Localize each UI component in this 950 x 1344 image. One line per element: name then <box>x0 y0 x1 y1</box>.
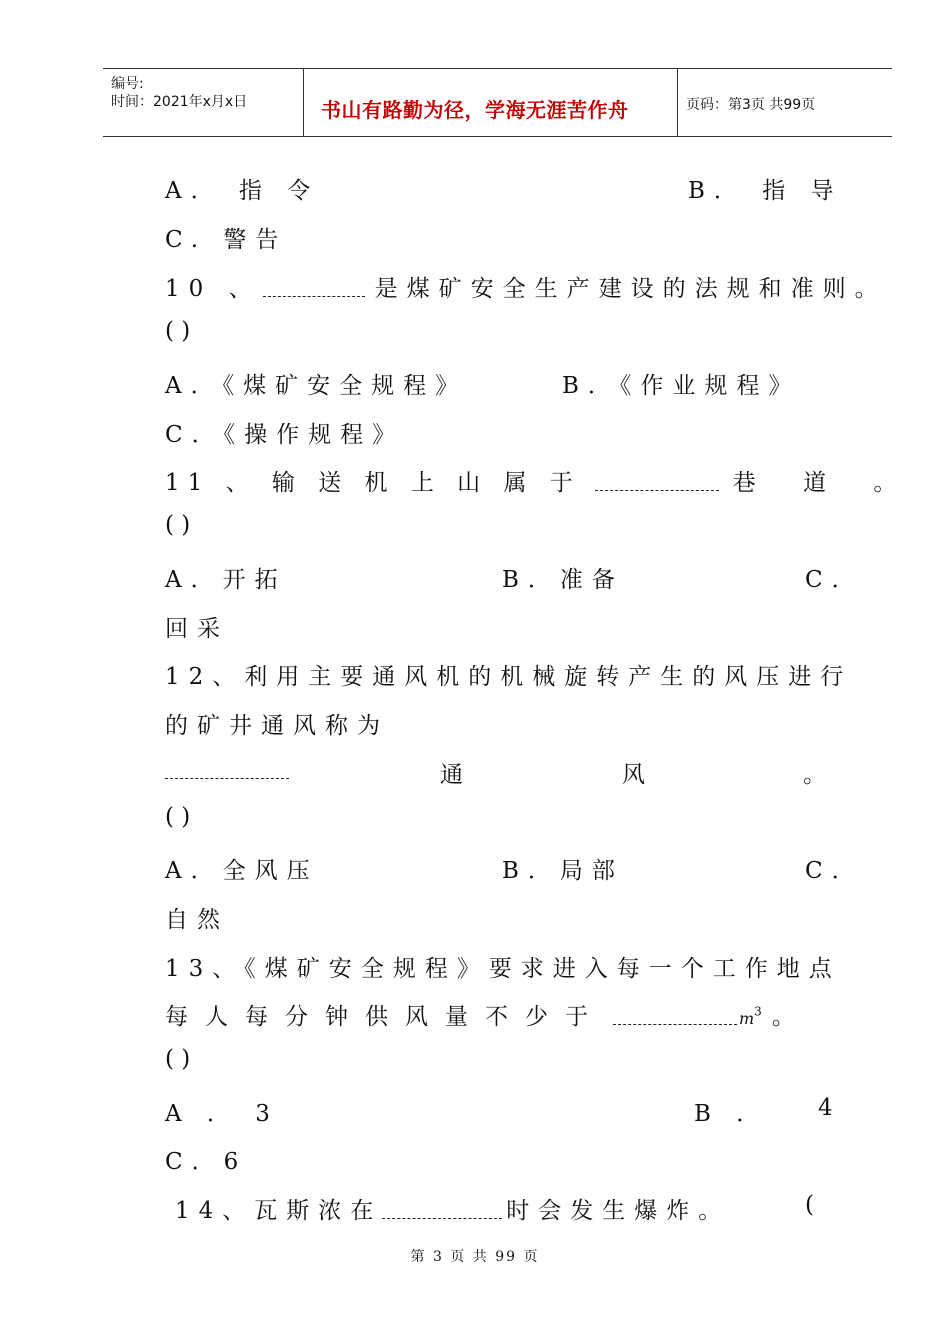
q9-option-b: B． 指 导 <box>688 178 843 204</box>
q10-question <box>165 270 887 303</box>
q13-unit-exponent: 3 <box>754 1004 762 1019</box>
q11-option-b: B．准备 <box>502 567 624 593</box>
q10-option-c: C．《操作规程》 <box>165 422 405 448</box>
q11-number: 11 、 输 送 机 上 山 属 于 <box>165 470 581 496</box>
q12-question-line1: 12、利用主要通风机的机械旋转产生的风压进行 <box>165 664 853 690</box>
q10-blank <box>263 284 365 297</box>
q10-text: 是煤矿安全生产建设的法规和准则。 <box>374 276 887 302</box>
q9-option-c: C. 警告 <box>165 227 288 253</box>
q11-blank <box>595 478 719 491</box>
q11-text: 巷 道 。 <box>732 470 917 496</box>
q13-text: 每人每分钟供风量不少于 <box>165 1004 605 1030</box>
q12-option-a: A．全风压 <box>165 858 319 884</box>
q11-option-a: A．开拓 <box>165 567 287 593</box>
q9-option-a: A． 指 令 <box>165 178 320 204</box>
header-motto: 书山有路勤为径，学海无涯苦作舟 <box>321 98 629 122</box>
serial-label: 编号: <box>111 76 144 92</box>
q12-option-c-text: 自然 <box>165 907 229 933</box>
q13-blank <box>613 1012 737 1025</box>
q13-option-b: B ． <box>694 1101 769 1127</box>
q12-period: 。 <box>803 762 826 788</box>
q13-question-line2 <box>165 998 795 1031</box>
header-meta-cell <box>103 69 304 136</box>
q10-option-a: A．《煤矿安全规程》 <box>165 373 468 399</box>
q13-question-line1: 13、《煤矿安全规程》要求进入每一个工作地点 <box>165 956 841 982</box>
q11-answer-paren: ( ) <box>165 512 191 538</box>
q12-answer-paren: ( ) <box>165 804 191 830</box>
q11-question <box>165 464 916 497</box>
q10-number: 10 、 <box>165 276 261 302</box>
q12-word-tong: 通 <box>440 762 463 788</box>
q10-answer-paren: ( ) <box>165 318 191 344</box>
header-motto-cell <box>304 69 678 136</box>
page-info: 页码：第3页 共99页 <box>686 97 816 113</box>
q14-blank <box>382 1206 502 1219</box>
q12-option-b: B．局部 <box>502 858 624 884</box>
q10-option-b: B．《作业规程》 <box>562 373 801 399</box>
header-page-cell <box>678 69 892 136</box>
q14-answer-paren: ( <box>805 1192 814 1218</box>
q13-option-c: C．6 <box>165 1149 248 1175</box>
q12-blank <box>165 766 289 779</box>
q14-number: 14、瓦斯浓在 <box>175 1198 383 1224</box>
q13-unit: m <box>739 1009 755 1028</box>
page-header <box>103 68 892 137</box>
q12-question-line2: 的矿井通风称为 <box>165 713 389 739</box>
q13-option-a: A ． 3 <box>165 1101 279 1127</box>
q11-option-c: C． <box>805 567 864 593</box>
time-label: 时间：2021年x月x日 <box>111 94 248 110</box>
q14-text: 时会发生爆炸。 <box>506 1198 731 1224</box>
q12-option-c: C． <box>805 858 864 884</box>
q14-question <box>175 1192 730 1225</box>
q13-period: 。 <box>771 1004 795 1030</box>
q13-answer-paren: ( ) <box>165 1046 191 1072</box>
page-footer: 第 3 页 共 99 页 <box>410 1249 540 1265</box>
q11-option-c-text: 回采 <box>165 616 229 642</box>
q12-word-feng: 风 <box>622 762 645 788</box>
q13-option-b-value: 4 <box>818 1095 833 1121</box>
